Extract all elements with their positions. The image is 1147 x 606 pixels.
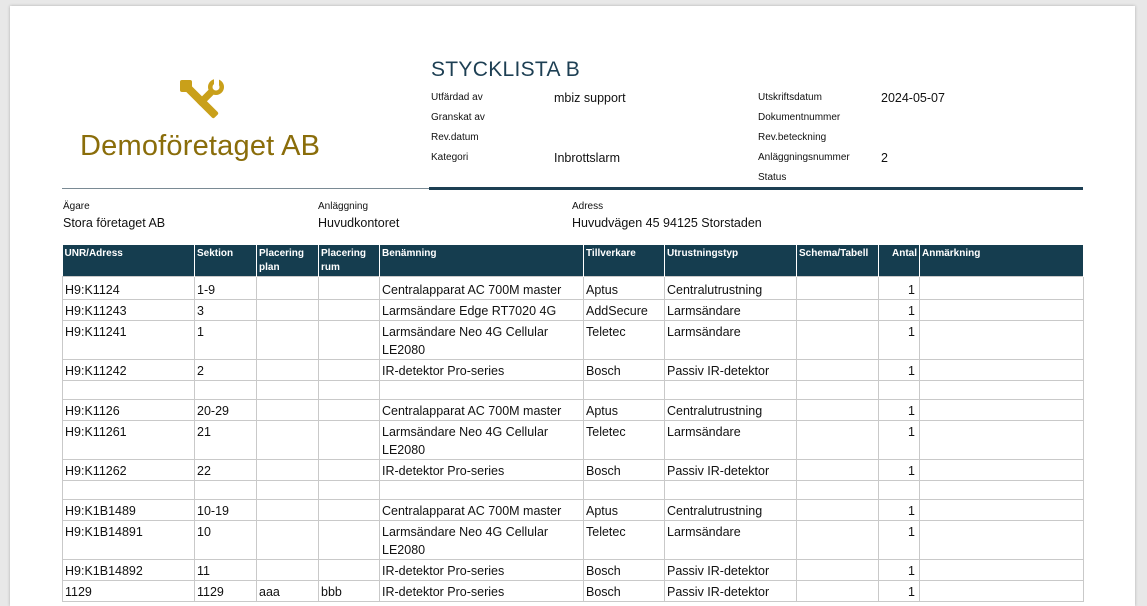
table-cell bbox=[920, 560, 1084, 581]
table-cell bbox=[797, 277, 879, 300]
table-cell bbox=[797, 421, 879, 460]
table-cell bbox=[319, 300, 380, 321]
table-cell: 10-19 bbox=[195, 500, 257, 521]
table-cell: Larmsändare Edge RT7020 4G bbox=[380, 300, 584, 321]
table-cell bbox=[920, 521, 1084, 560]
table-cell bbox=[319, 381, 380, 400]
table-cell bbox=[920, 500, 1084, 521]
table-row bbox=[63, 400, 1084, 421]
table-cell: Larmsändare Neo 4G Cellular LE2080 bbox=[380, 521, 584, 560]
table-row bbox=[63, 560, 1084, 581]
table-cell bbox=[920, 460, 1084, 481]
table-row bbox=[63, 381, 1084, 400]
table-cell: Centralapparat AC 700M master bbox=[380, 277, 584, 300]
table-cell: 1 bbox=[879, 321, 920, 360]
table-cell: Centralutrustning bbox=[665, 400, 797, 421]
column-header: Sektion bbox=[195, 245, 257, 277]
table-cell bbox=[920, 277, 1084, 300]
table-cell: H9:K1126 bbox=[63, 400, 195, 421]
column-header: Placering rum bbox=[319, 245, 380, 277]
table-cell: Bosch bbox=[584, 360, 665, 381]
field-label-status: Status bbox=[758, 172, 787, 183]
table-cell bbox=[920, 360, 1084, 381]
table-cell: Larmsändare Neo 4G Cellular LE2080 bbox=[380, 321, 584, 360]
table-cell bbox=[319, 500, 380, 521]
table-cell: aaa bbox=[257, 581, 319, 602]
table-cell: 1 bbox=[879, 460, 920, 481]
table-cell: H9:K1B1489 bbox=[63, 500, 195, 521]
table-cell: 22 bbox=[195, 460, 257, 481]
table-cell bbox=[920, 481, 1084, 500]
table-cell: Larmsändare Neo 4G Cellular LE2080 bbox=[380, 421, 584, 460]
table-cell bbox=[319, 400, 380, 421]
table-cell: Larmsändare bbox=[665, 421, 797, 460]
table-cell: 1 bbox=[879, 421, 920, 460]
field-label-anlaggningsnummer: Anläggningsnummer bbox=[758, 152, 850, 163]
table-cell bbox=[879, 481, 920, 500]
table-cell: 1 bbox=[195, 321, 257, 360]
table-cell: Teletec bbox=[584, 521, 665, 560]
table-cell: 3 bbox=[195, 300, 257, 321]
table-cell: H9:K1B14892 bbox=[63, 560, 195, 581]
owner-value: Stora företaget AB bbox=[63, 216, 166, 230]
table-cell: Bosch bbox=[584, 581, 665, 602]
table-cell: IR-detektor Pro-series bbox=[380, 360, 584, 381]
table-cell bbox=[257, 500, 319, 521]
document-page bbox=[10, 6, 1135, 606]
column-header: UNR/Adress bbox=[63, 245, 195, 277]
address-value: Huvudvägen 45 94125 Storstaden bbox=[572, 216, 762, 230]
table-cell: Centralapparat AC 700M master bbox=[380, 400, 584, 421]
table-cell: Aptus bbox=[584, 500, 665, 521]
table-cell: Bosch bbox=[584, 460, 665, 481]
field-label-kategori: Kategori bbox=[431, 152, 469, 163]
table-cell bbox=[797, 581, 879, 602]
table-cell: Larmsändare bbox=[665, 300, 797, 321]
table-cell bbox=[920, 421, 1084, 460]
table-cell bbox=[63, 481, 195, 500]
column-header: Antal bbox=[879, 245, 920, 277]
table-cell: Passiv IR-detektor bbox=[665, 360, 797, 381]
table-row bbox=[63, 500, 1084, 521]
table-row bbox=[63, 421, 1084, 460]
table-cell bbox=[380, 381, 584, 400]
facility-label: Anläggning bbox=[318, 201, 369, 212]
field-label-dokumentnummer: Dokumentnummer bbox=[758, 112, 841, 123]
table-cell bbox=[797, 460, 879, 481]
table-cell: Passiv IR-detektor bbox=[665, 581, 797, 602]
table-cell bbox=[920, 581, 1084, 602]
table-cell: 1 bbox=[879, 277, 920, 300]
table-cell bbox=[797, 381, 879, 400]
field-label-utfardad: Utfärdad av bbox=[431, 92, 483, 103]
table-cell: Teletec bbox=[584, 421, 665, 460]
table-cell: H9:K1B14891 bbox=[63, 521, 195, 560]
table-cell: bbb bbox=[319, 581, 380, 602]
table-cell: 10 bbox=[195, 521, 257, 560]
table-cell: Passiv IR-detektor bbox=[665, 560, 797, 581]
owner-label: Ägare bbox=[63, 201, 90, 212]
table-cell: 21 bbox=[195, 421, 257, 460]
table-cell: Teletec bbox=[584, 321, 665, 360]
field-label-revbeteckning: Rev.beteckning bbox=[758, 132, 827, 143]
column-header: Placering plan bbox=[257, 245, 319, 277]
table-cell bbox=[319, 421, 380, 460]
table-row bbox=[63, 360, 1084, 381]
bill-of-materials-table bbox=[62, 245, 1084, 602]
column-header: Anmärkning bbox=[920, 245, 1084, 277]
table-cell: 2 bbox=[195, 360, 257, 381]
table-cell bbox=[920, 321, 1084, 360]
document-title: STYCKLISTA B bbox=[431, 58, 581, 81]
table-cell bbox=[797, 321, 879, 360]
table-cell bbox=[257, 321, 319, 360]
table-cell bbox=[319, 277, 380, 300]
table-cell bbox=[319, 460, 380, 481]
company-name: Demoföretaget AB bbox=[80, 130, 321, 162]
table-cell bbox=[257, 277, 319, 300]
table-cell bbox=[257, 400, 319, 421]
table-cell: H9:K11261 bbox=[63, 421, 195, 460]
table-cell: H9:K1124 bbox=[63, 277, 195, 300]
table-cell bbox=[257, 421, 319, 460]
table-cell bbox=[797, 560, 879, 581]
table-cell bbox=[665, 381, 797, 400]
table-cell bbox=[380, 481, 584, 500]
table-row bbox=[63, 321, 1084, 360]
table-cell: 1 bbox=[879, 560, 920, 581]
field-value-utskriftsdatum: 2024-05-07 bbox=[881, 91, 945, 105]
table-cell bbox=[920, 400, 1084, 421]
facility-value: Huvudkontoret bbox=[318, 216, 400, 230]
table-cell bbox=[257, 300, 319, 321]
field-value-kategori: Inbrottslarm bbox=[554, 151, 620, 165]
table-cell bbox=[319, 360, 380, 381]
table-cell bbox=[920, 381, 1084, 400]
table-cell bbox=[584, 381, 665, 400]
table-row bbox=[63, 300, 1084, 321]
field-label-granskat: Granskat av bbox=[431, 112, 485, 123]
column-header: Utrustningstyp bbox=[665, 245, 797, 277]
table-cell bbox=[797, 500, 879, 521]
table-cell bbox=[797, 360, 879, 381]
table-cell bbox=[257, 560, 319, 581]
field-label-utskriftsdatum: Utskriftsdatum bbox=[758, 92, 822, 103]
table-cell bbox=[319, 521, 380, 560]
table-cell: Centralutrustning bbox=[665, 500, 797, 521]
table-cell: H9:K11243 bbox=[63, 300, 195, 321]
table-cell: Aptus bbox=[584, 277, 665, 300]
field-label-revdatum: Rev.datum bbox=[431, 132, 479, 143]
table-cell bbox=[319, 560, 380, 581]
table-cell: 1 bbox=[879, 360, 920, 381]
column-header: Schema/Tabell bbox=[797, 245, 879, 277]
table-row bbox=[63, 460, 1084, 481]
table-cell bbox=[797, 400, 879, 421]
table-cell bbox=[584, 481, 665, 500]
field-value-anlaggningsnummer: 2 bbox=[881, 151, 888, 165]
table-cell bbox=[257, 460, 319, 481]
table-body bbox=[63, 277, 1084, 602]
table-cell bbox=[257, 521, 319, 560]
table-cell bbox=[920, 300, 1084, 321]
table-row bbox=[63, 481, 1084, 500]
table-cell: H9:K11262 bbox=[63, 460, 195, 481]
table-cell: Larmsändare bbox=[665, 521, 797, 560]
table-cell: H9:K11242 bbox=[63, 360, 195, 381]
table-cell: 1 bbox=[879, 581, 920, 602]
table-cell bbox=[665, 481, 797, 500]
table-cell bbox=[319, 321, 380, 360]
table-cell: 20-29 bbox=[195, 400, 257, 421]
table-cell bbox=[257, 481, 319, 500]
table-row bbox=[63, 277, 1084, 300]
table-cell bbox=[195, 481, 257, 500]
table-row bbox=[63, 521, 1084, 560]
address-label: Adress bbox=[572, 201, 604, 212]
table-cell: IR-detektor Pro-series bbox=[380, 581, 584, 602]
table-cell: IR-detektor Pro-series bbox=[380, 560, 584, 581]
table-cell bbox=[257, 360, 319, 381]
table-header-row bbox=[63, 245, 1084, 277]
table-cell bbox=[319, 481, 380, 500]
table-cell bbox=[797, 300, 879, 321]
table-cell: AddSecure bbox=[584, 300, 665, 321]
table-cell bbox=[257, 381, 319, 400]
table-cell: Bosch bbox=[584, 560, 665, 581]
table-cell: Centralapparat AC 700M master bbox=[380, 500, 584, 521]
table-cell: H9:K11241 bbox=[63, 321, 195, 360]
header-accent-divider bbox=[429, 187, 1083, 190]
table-cell: 1 bbox=[879, 521, 920, 560]
table-cell: 1 bbox=[879, 500, 920, 521]
table-cell: 1-9 bbox=[195, 277, 257, 300]
table-cell bbox=[63, 381, 195, 400]
column-header: Tillverkare bbox=[584, 245, 665, 277]
table-cell: 11 bbox=[195, 560, 257, 581]
table-cell: IR-detektor Pro-series bbox=[380, 460, 584, 481]
company-logo bbox=[80, 78, 340, 168]
table-cell: Aptus bbox=[584, 400, 665, 421]
table-cell: 1129 bbox=[195, 581, 257, 602]
table-cell bbox=[879, 381, 920, 400]
tools-icon bbox=[178, 78, 226, 126]
table-row bbox=[63, 581, 1084, 602]
table-cell bbox=[797, 521, 879, 560]
table-cell: 1 bbox=[879, 400, 920, 421]
table-cell: Passiv IR-detektor bbox=[665, 460, 797, 481]
table-cell: 1129 bbox=[63, 581, 195, 602]
table-cell: Larmsändare bbox=[665, 321, 797, 360]
column-header: Benämning bbox=[380, 245, 584, 277]
table-cell: 1 bbox=[879, 300, 920, 321]
table-cell bbox=[195, 381, 257, 400]
field-value-utfardad: mbiz support bbox=[554, 91, 626, 105]
table-cell bbox=[797, 481, 879, 500]
table-cell: Centralutrustning bbox=[665, 277, 797, 300]
